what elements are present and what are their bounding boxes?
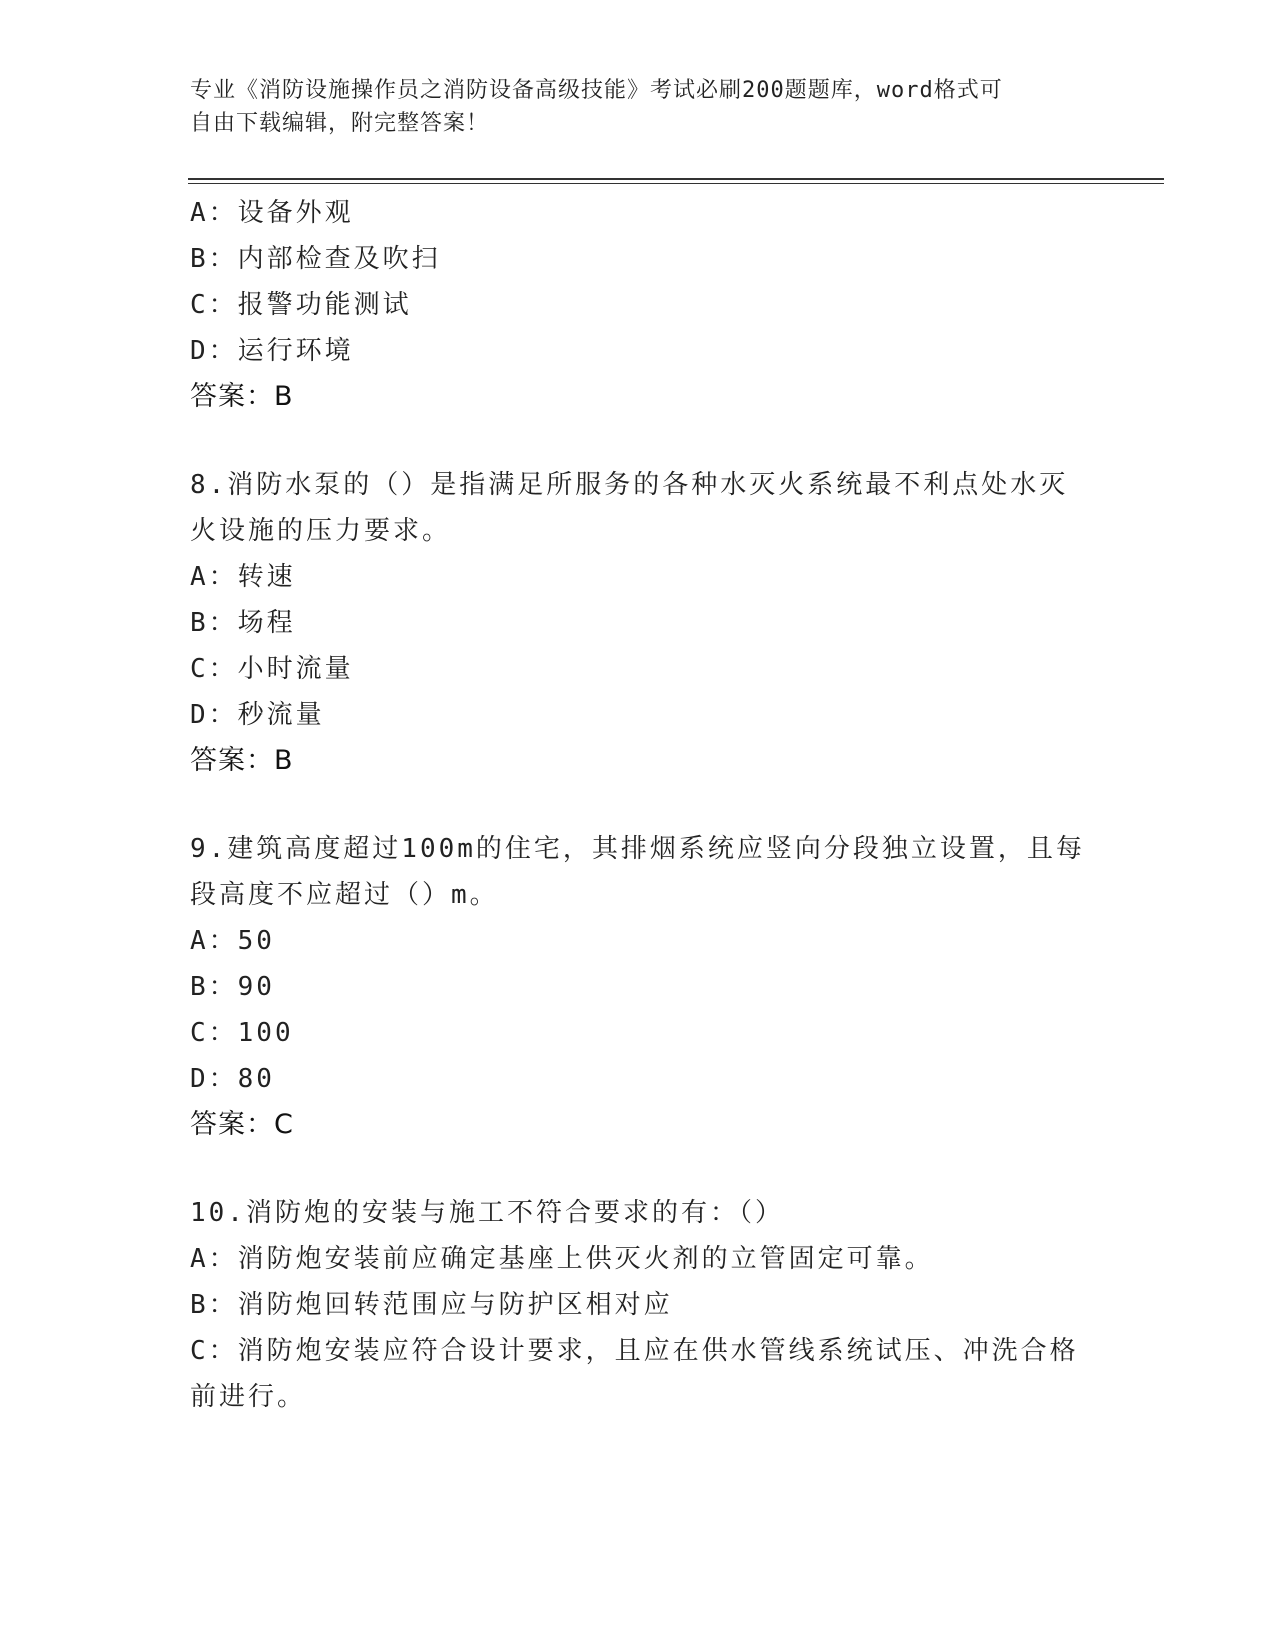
option-b: B：消防炮回转范围应与防护区相对应 [190, 1290, 673, 1320]
answer-line: 答案：C [190, 1109, 294, 1140]
question-text-line-1: 8.消防水泵的（）是指满足所服务的各种水灭火系统最不利点处水灭 [190, 470, 1069, 500]
answer-line: 答案：B [190, 745, 294, 776]
option-a: A：消防炮安装前应确定基座上供灭火剂的立管固定可靠。 [190, 1244, 934, 1274]
question-list [190, 190, 1090, 1420]
option-b: B：90 [190, 972, 275, 1002]
option-c: C：报警功能测试 [190, 290, 412, 320]
block-spacer [190, 1148, 1090, 1190]
header-line-1: 专业《消防设施操作员之消防设备高级技能》考试必刷200题题库，word格式可 [190, 78, 1003, 103]
question-block-10 [190, 1190, 1090, 1420]
option-a: A：50 [190, 926, 275, 956]
block-spacer [190, 420, 1090, 462]
option-d: D：运行环境 [190, 336, 354, 366]
question-block-8 [190, 462, 1090, 784]
option-c: C：100 [190, 1018, 294, 1048]
question-text-line-1: 10.消防炮的安装与施工不符合要求的有：（） [190, 1198, 784, 1228]
header-line-2: 自由下载编辑，附完整答案！ [190, 111, 490, 136]
option-c: C：小时流量 [190, 654, 354, 684]
option-c-continued: 前进行。 [190, 1382, 307, 1412]
option-d: D：80 [190, 1064, 275, 1094]
question-text-line-1: 9.建筑高度超过100m的住宅，其排烟系统应竖向分段独立设置，且每 [190, 834, 1085, 864]
question-block-9 [190, 826, 1090, 1148]
block-spacer [190, 784, 1090, 826]
option-a: A：设备外观 [190, 198, 354, 228]
header-divider-thick [188, 178, 1164, 180]
option-d: D：秒流量 [190, 700, 325, 730]
question-block-7 [190, 190, 1090, 420]
question-text-line-2: 段高度不应超过（）m。 [190, 880, 499, 910]
answer-line: 答案：B [190, 381, 294, 412]
question-text-line-2: 火设施的压力要求。 [190, 516, 452, 546]
header-divider-thin [188, 183, 1164, 184]
option-a: A：转速 [190, 562, 296, 592]
option-b: B：场程 [190, 608, 296, 638]
option-c: C：消防炮安装应符合设计要求，且应在供水管线系统试压、冲洗合格 [190, 1336, 1079, 1366]
option-b: B：内部检查及吹扫 [190, 244, 441, 274]
document-header [190, 74, 1070, 140]
